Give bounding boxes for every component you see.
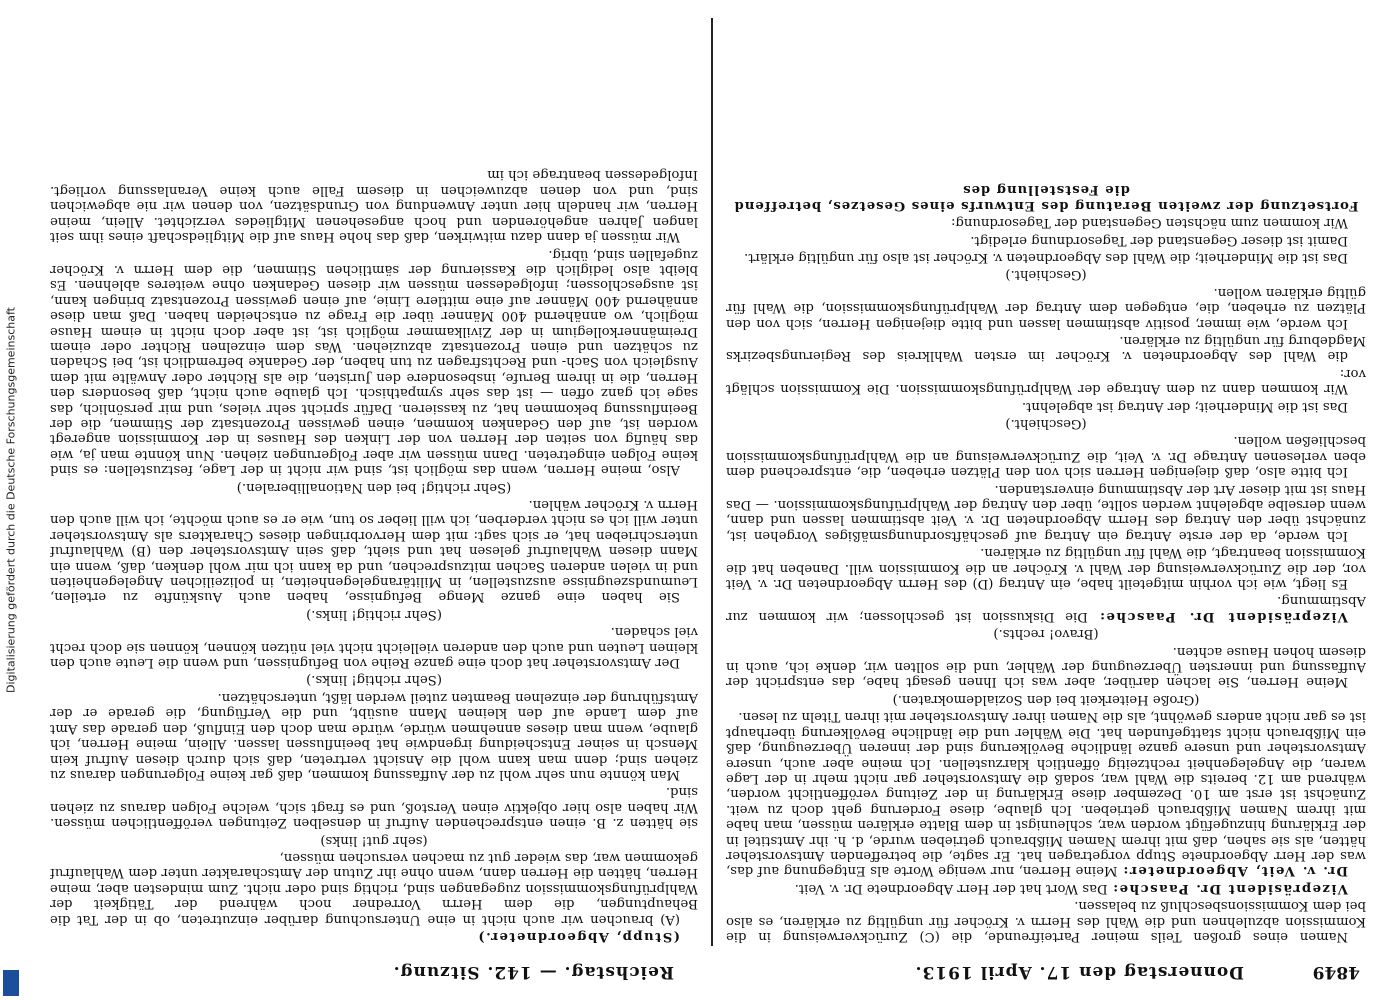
paragraph <box>726 416 1366 431</box>
paragraph-text: Ich werde, da der erste Antrag ein Antrag auf geschäftsordnungsmäßiges Vorgehen ist, zunächst über den Antrag des Herrn Abgeordneten Dr. v. Veit abstimmen lassen und dann, wenn derselbe abgelehnt werden sollte, über den Antrag der Wahlprüfungskommission. — Das Haus ist mit dieser Art der Abstimmung einverstanden. <box>726 481 1366 543</box>
paragraph <box>50 246 698 477</box>
paragraph-text: (Geschieht.) <box>1005 267 1087 283</box>
paragraph-text: (Große Heiterkeit bei den Sozialdemokraten.) <box>892 691 1200 707</box>
paragraph <box>50 167 698 244</box>
paragraph <box>726 365 1366 396</box>
paragraph <box>726 709 1366 878</box>
paragraph-text: die Wahl des Abgeordneten v. Kröcher im ersten Wahlkreis des Regierungsbezirks Magdeburg für ungültig zu erklären. <box>726 332 1366 364</box>
paragraph <box>50 690 698 782</box>
paragraph <box>726 880 1366 895</box>
paragraph <box>726 643 1366 689</box>
paragraph <box>726 182 1366 213</box>
scanned-page <box>34 8 1374 992</box>
left-column <box>726 14 1366 944</box>
paragraph-text: Der Amtsvorsteher hat doch eine ganze Reihe von Befugnissen, und wenn die Leute auch den kleinen Leuten und auch den anderen vielleicht nicht viel nützen können, können sie doch recht viel schaden. <box>50 624 698 671</box>
paragraph <box>726 593 1366 624</box>
paragraph <box>726 545 1366 591</box>
paragraph-text: Fortsetzung der zweiten Beratung des Entwurfs eines Gesetzes, betreffend die Feststellung des <box>733 182 1359 213</box>
paragraph-text: Das ist die Minderheit; die Wahl des Abgeordneten v. Kröcher ist also für ungültig erklärt. <box>744 249 1348 265</box>
paragraph-text: Das Wort hat der Herr Abgeordnete Dr. v. Veit. <box>794 880 1108 896</box>
paragraph <box>726 481 1366 543</box>
speaker-name: Vizepräsident Dr. Paasche: <box>1111 880 1348 896</box>
paragraph-text: (Sehr richtig! links.) <box>306 606 442 622</box>
paragraph <box>50 624 698 670</box>
paragraph-text: Damit ist dieser Gegenstand der Tagesordnung erledigt. <box>970 232 1348 248</box>
paragraph <box>50 672 698 687</box>
paragraph-text: Wir kommen zum nächsten Gegenstand der Tagesordnung: <box>951 215 1348 231</box>
paragraph-text: Also, meine Herren, wenn das möglich ist, sind wir nicht in der Lage, festzustellen: es sind keine Folgen eingetreten. Dann müssen wir aber Folgerungen ziehen. Nun könnte man ja, wie das häufig von seiten der Herren von der Linken des Hauses in der Kommission angeregt worden ist, auf den Gedanken kommen, einen gewissen Prozentsatz der Stimmen, die der Beeinflussung bekommen hat, zu kassieren. Dafür spricht sehr vieles, und mir persönlich, das sage ich ganz offen — ist das sehr sympathisch. Ich glaube auch nicht, daß besonders den Herren, die in ihrem Berufe, insbesondere den Juristen, die als Richter oder Anwälte mit dem Ausgleich von Sach- und Rechtsfragen zu tun haben, der Gedanke befremdlich ist, bei Schaden zu schätzen und einen Prozentsatz abzuziehen. Was dem einzelnen Richter oder einem Dreimännerkollegium in der Zivilkammer möglich ist, ist aber doch nicht in einem Hause möglich, wo annähernd 400 Männer über die Frage zu entscheiden haben. Daß man diese annähernd 400 Männer auf eine mittlere Linie, auf einen gewissen Prozentsatz bringen kann, ist ausgeschlossen; infolgedessen müssen wir diesen Gedanken ohne weiteres ablehnen. Es bleibt also lediglich die Kassierung der sämtlichen Stimmen, die dem Herrn v. Kröcher zugefallen sind, übrig. <box>50 246 698 478</box>
paragraph-text: (sehr gut! links) <box>320 832 428 848</box>
paragraph-text: Ich werde, wie immer, positiv abstimmen lassen und bitte diejenigen Herren, sich von den Plätzen zu erheben, die, entgegen dem Antrag der Wahlprüfungskommission, die Wahl für gültig erklären wollen. <box>726 284 1366 331</box>
column-divider <box>711 18 713 946</box>
header-date: Donnerstag den 17. April 1913. <box>914 962 1244 982</box>
paragraph-text: Sie haben eine ganze Menge Befugnisse, haben auch Auskünfte zu erteilen, Leumundszeugnisse auszustellen, in Militärangelegenheiten, in polizeilichen Angelegenheiten und in vielen anderen Sachen mitzusprechen, und da kann ich mir wohl denken, daß, wenn ein Mann diesen Wahlaufruf gelesen hat und sieht, daß sein Amtsvorsteher den (B) Wahlaufruf unterschrieben hat, er sich sagt: mit dem Hervorbringen dieses Charakters als Amtsvorsteher unter will ich es nicht verderben, ich will lieber so tun, wie er es auch möchte, ich will auch den Herrn v. Kröcher wählen. <box>50 497 698 605</box>
paragraph <box>726 250 1366 265</box>
paragraph <box>50 479 698 494</box>
page-header <box>34 952 1374 992</box>
paragraph-text: Namen eines großen Teils meiner Parteifreunde, die (C) Zurückverweisung in die Kommission abzulehnen und die Wahl des Herrn v. Kröcher für ungültig zu erklären, es also bei dem Kommissionsbeschluß zu belassen. <box>726 898 1366 944</box>
paragraph <box>50 850 698 927</box>
paragraph-text: sie hätten z. B. einen entsprechenden Aufruf in denselben Zeitungen veröffentlichen müssen. Wir haben also hier objektiv einen Verstoß, und es fragt sich, welche Folgen daraus zu ziehen sind. <box>50 784 698 831</box>
paragraph <box>50 606 698 621</box>
header-title: Reichstag. — 142. Sitzung. <box>392 962 674 982</box>
paragraph <box>726 284 1366 330</box>
sidenote-text: Digitalisierung gefördert durch die Deutsche Forschungsgemeinschaft <box>4 307 18 693</box>
paragraph-text: Meine Herren, nur wenige Worte als Entgegnung auf das, was der Herr Abgeordnete Stupp vorgetragen hat. Er sagte, die betreffenden Amtsvorsteher hätten, als sie sahen, daß mit ihrem Namen Mißbrauch getrieben wurde, d. h. ihr Amtstitel in der Erklärung hinzugefügt worden war, schleunigst in dem Blatte erklären müssen, man habe mit ihrem Namen Mißbrauch getrieben. Ich glaube, diese Forderung geht doch zu weit. Zunächst ist erst am 10. Dezember diese Erklärung in der Zeitung veröffentlicht worden, während am 12. bereits die Wahl war, sodaß die Amtsvorsteher gar nicht mehr in der Lage waren, die Angelegenheit rechtzeitig öffentlich klarzustellen. Ich meine aber auch, unsere Amtsvorsteher und unsere ganze ländliche Bevölkerung sind der inneren Überzeugung, daß ein Mißbrauch nicht stattgefunden hat. Die Wähler und die ländliche Bevölkerung überhaupt ist es gar nicht anders gewöhnt, als die Namen ihrer Amtsvorsteher mit ihren Titeln zu lesen. <box>726 709 1366 879</box>
paragraph <box>726 692 1366 707</box>
paragraph <box>726 232 1366 247</box>
paragraph-text: Ich bitte also, daß diejenigen Herren sich von den Plätzen erheben, die, entsprechend dem eben verlesenen Antrage Dr. v. Veit, die Zurückverweisung an die Wahlprüfungskommission beschließen wollen. <box>726 433 1366 480</box>
paragraph-text: Das ist die Minderheit; der Antrag ist abgelehnt. <box>1021 398 1348 414</box>
paragraph-text: (Sehr richtig! links.) <box>306 672 442 688</box>
speaker-name: (Stupp, Abgeordneter.) <box>476 929 680 944</box>
paragraph <box>726 433 1366 479</box>
paragraph-text: Wir müssen ja dann dazu mitwirken, daß das hohe Haus auf die Mitgliedschaft eines ihm seit langen Jahren angehörenden und hoch angesehenen Mitgliedes verzichtet. Allein, meine Herren, wir handeln hier unter Anwendung von Grundsätzen, von denen wir nie abgewichen sind, und von denen abzuweichen in diesem Falle auch keine Veranlassung vorliegt. Infolgedessen beantrage ich im <box>50 167 698 245</box>
speaker-name: Vizepräsident Dr. Paasche: <box>1098 608 1348 624</box>
paragraph-text: Man könnte nun sehr wohl zu der Auffassung kommen, daß gar keine Folgerungen daraus zu ziehen sind; denn man kann wohl die Ansicht vertreten, daß sich durch diesen Aufruf kein Mensch in seiner Entscheidung irgendwie hat beeinflussen lassen. Allein, meine Herren, ich glaube, wenn man dieses annehmen würde, würde man doch den Einfluß, den gerade das Amt auf dem Lande auf den kleinen Mann ausübt, und die Verfügung, die gerade er der Amtsführung der einzelnen Beamten zuteil werden läßt, unterschätzen. <box>50 689 698 782</box>
digitization-sidenote <box>0 0 22 1000</box>
speaker-name: Dr. v. Veit, Abgeordneter: <box>1122 863 1348 879</box>
paragraph-text: (Geschieht.) <box>1005 416 1087 431</box>
paragraph <box>726 398 1366 413</box>
paragraph-text: Es liegt, wie ich vorhin mitgeteilt habe, ein Antrag (D) des Herrn Abgeordneten Dr. v. Veit vor, der die Zurückverweisung der Wahl v. Kröcher an die Kommission will. Daneben hat die Kommission beantragt, die Wahl für ungültig zu erklären. <box>726 545 1366 592</box>
right-column <box>50 14 698 944</box>
paragraph-text: Meine Herren, Sie lachen darüber, aber was ich Ihnen gesagt habe, das entspricht der Auffassung und innersten Überzeugung der Wähler, und die sollten wir, denke ich, auch in diesem hohen Hause achten. <box>726 643 1366 690</box>
page-number: 4849 <box>1312 962 1360 982</box>
paragraph-text: Die Diskussion ist geschlossen; wir kommen zur Abstimmung. <box>726 593 1366 624</box>
paragraph <box>50 832 698 847</box>
paragraph <box>726 626 1366 641</box>
paragraph-text: (A) brauchen wir auch nicht in eine Untersuchung darüber einzutreten, ob in der Tat die Behauptungen, die dem Herrn Vorredner noch während der Tätigkeit der Wahlprüfungskommission zugegangen sind, richtig sind oder nicht. Zum mindesten aber, meine Herren, hätten die Herren dann, wenn ohne ihr Zutun der Amtscharakter unter dem Wahlaufruf gekommen war, das wieder gut zu machen versuchen müssen, <box>50 849 698 927</box>
paragraph <box>726 215 1366 230</box>
dfg-logo-icon <box>3 970 19 996</box>
paragraph <box>50 929 698 944</box>
paragraph <box>726 333 1366 364</box>
paragraph <box>50 497 698 605</box>
paragraph <box>726 267 1366 282</box>
paragraph <box>50 784 698 830</box>
paragraph-text: Wir kommen dann zu dem Antrage der Wahlprüfungskommission. Die Kommission schlägt vor: <box>726 365 1366 397</box>
paragraph-text: (Bravo! rechts.) <box>993 626 1099 642</box>
paragraph-text: (Sehr richtig! bei den Nationalliberalen.) <box>236 479 512 495</box>
paragraph <box>726 898 1366 944</box>
